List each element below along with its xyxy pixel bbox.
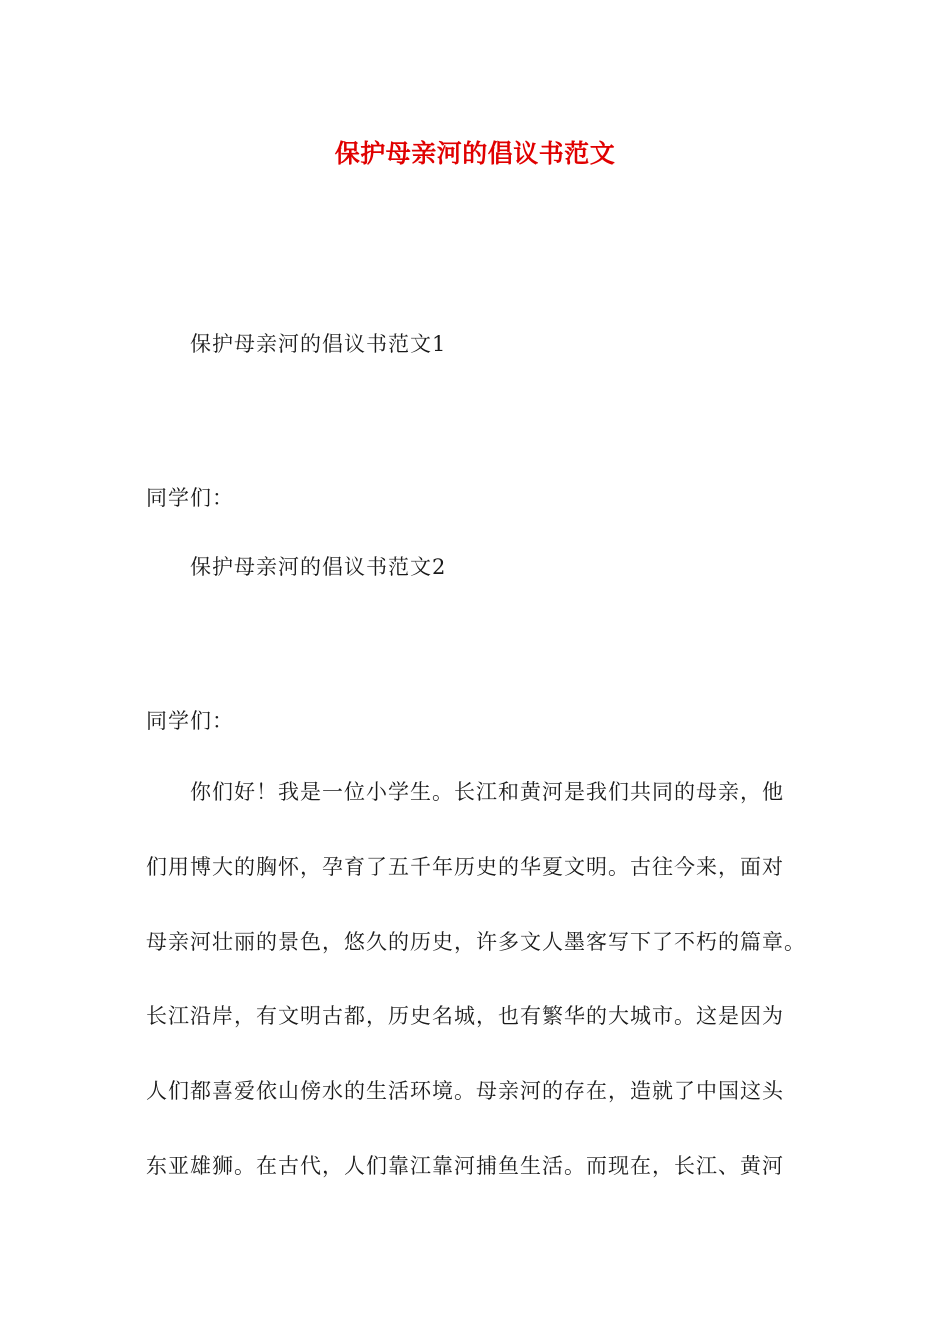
document-title: 保护母亲河的倡议书范文: [334, 139, 616, 168]
body-line-5: 人们都喜爱依山傍水的生活环境。母亲河的存在，造就了中国这头: [146, 1079, 784, 1103]
section-heading-1: 保护母亲河的倡议书范文1: [190, 332, 447, 356]
section-heading-2: 保护母亲河的倡议书范文2: [190, 555, 447, 579]
salutation-2: 同学们：: [146, 709, 234, 733]
body-line-2: 们用博大的胸怀，孕育了五千年历史的华夏文明。古往今来，面对: [146, 855, 784, 879]
body-line-3: 母亲河壮丽的景色，悠久的历史，许多文人墨客写下了不朽的篇章。: [146, 930, 806, 954]
body-line-1: 你们好！我是一位小学生。长江和黄河是我们共同的母亲，他: [190, 780, 784, 804]
body-line-6: 东亚雄狮。在古代，人们靠江靠河捕鱼生活。而现在，长江、黄河: [146, 1154, 784, 1178]
salutation-1: 同学们：: [146, 486, 234, 510]
body-line-4: 长江沿岸，有文明古都，历史名城，也有繁华的大城市。这是因为: [146, 1004, 784, 1028]
